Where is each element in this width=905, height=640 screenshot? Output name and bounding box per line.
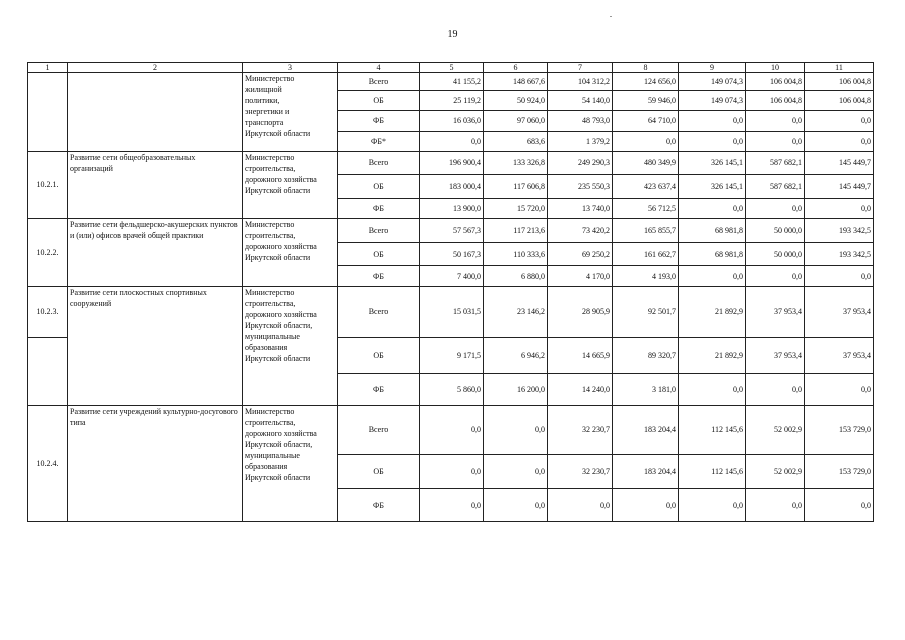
value-cell: 423 637,4 <box>613 174 679 198</box>
page-number: 19 <box>447 29 458 40</box>
item-name <box>68 73 243 151</box>
value-cell: 193 342,5 <box>805 243 874 266</box>
value-cell: 21 892,9 <box>679 286 746 337</box>
item-code: 10.2.1. <box>28 151 68 218</box>
value-cell: 14 240,0 <box>548 374 613 406</box>
funding-source: Всего <box>338 286 420 337</box>
value-cell: 37 953,4 <box>746 337 805 374</box>
item-name: Развитие сети фельдшерско-акушерских пунктов и (или) офисов врачей общей практики <box>68 218 243 286</box>
value-cell: 0,0 <box>679 199 746 218</box>
value-cell: 149 074,3 <box>679 73 746 91</box>
item-name: Развитие сети общеобразовательных организаций <box>68 151 243 218</box>
scan-speck <box>610 16 612 17</box>
value-cell: 117 213,6 <box>484 218 548 242</box>
value-cell: 15 031,5 <box>420 286 484 337</box>
funding-source: ФБ <box>338 489 420 522</box>
value-cell: 0,0 <box>805 110 874 131</box>
value-cell: 133 326,8 <box>484 151 548 174</box>
value-cell: 92 501,7 <box>613 286 679 337</box>
funding-source: ОБ <box>338 174 420 198</box>
value-cell: 104 312,2 <box>548 73 613 91</box>
table-row <box>28 151 874 174</box>
funding-source: Всего <box>338 405 420 454</box>
funding-source: ФБ <box>338 199 420 218</box>
value-cell: 587 682,1 <box>746 151 805 174</box>
value-cell: 153 729,0 <box>805 454 874 489</box>
value-cell: 0,0 <box>746 266 805 286</box>
funding-source: ФБ* <box>338 132 420 151</box>
value-cell: 28 905,9 <box>548 286 613 337</box>
funding-source: Всего <box>338 218 420 242</box>
table-row <box>28 405 874 454</box>
table-body <box>28 63 874 522</box>
value-cell: 69 250,2 <box>548 243 613 266</box>
value-cell: 15 720,0 <box>484 199 548 218</box>
value-cell: 183 204,4 <box>613 405 679 454</box>
item-code-continuation <box>28 337 68 405</box>
value-cell: 106 004,8 <box>746 91 805 110</box>
value-cell: 326 145,1 <box>679 174 746 198</box>
value-cell: 0,0 <box>746 199 805 218</box>
table-row <box>28 286 874 337</box>
value-cell: 149 074,3 <box>679 91 746 110</box>
value-cell: 193 342,5 <box>805 218 874 242</box>
value-cell: 14 665,9 <box>548 337 613 374</box>
value-cell: 0,0 <box>746 489 805 522</box>
value-cell: 37 953,4 <box>805 286 874 337</box>
value-cell: 153 729,0 <box>805 405 874 454</box>
item-name: Развитие сети плоскостных спортивных сооружений <box>68 286 243 405</box>
value-cell: 68 981,8 <box>679 218 746 242</box>
value-cell: 0,0 <box>679 374 746 406</box>
value-cell: 0,0 <box>805 489 874 522</box>
column-number: 9 <box>679 63 746 73</box>
column-number-row <box>28 63 874 73</box>
value-cell: 0,0 <box>746 132 805 151</box>
value-cell: 64 710,0 <box>613 110 679 131</box>
value-cell: 50 924,0 <box>484 91 548 110</box>
value-cell: 106 004,8 <box>805 91 874 110</box>
value-cell: 0,0 <box>484 405 548 454</box>
value-cell: 73 420,2 <box>548 218 613 242</box>
item-executor: Министерство строительства, дорожного хозяйства Иркутской области, муниципальные образования Иркутской области <box>243 286 338 405</box>
value-cell: 0,0 <box>746 374 805 406</box>
value-cell: 0,0 <box>484 454 548 489</box>
value-cell: 50 167,3 <box>420 243 484 266</box>
value-cell: 59 946,0 <box>613 91 679 110</box>
value-cell: 25 119,2 <box>420 91 484 110</box>
column-number: 11 <box>805 63 874 73</box>
value-cell: 165 855,7 <box>613 218 679 242</box>
value-cell: 106 004,8 <box>746 73 805 91</box>
item-code: 10.2.4. <box>28 405 68 521</box>
value-cell: 16 036,0 <box>420 110 484 131</box>
value-cell: 148 667,6 <box>484 73 548 91</box>
value-cell: 480 349,9 <box>613 151 679 174</box>
value-cell: 5 860,0 <box>420 374 484 406</box>
item-code: 10.2.3. <box>28 286 68 337</box>
value-cell: 7 400,0 <box>420 266 484 286</box>
value-cell: 89 320,7 <box>613 337 679 374</box>
value-cell: 37 953,4 <box>746 286 805 337</box>
value-cell: 56 712,5 <box>613 199 679 218</box>
column-number: 10 <box>746 63 805 73</box>
value-cell: 0,0 <box>613 132 679 151</box>
value-cell: 0,0 <box>805 374 874 406</box>
column-number: 3 <box>243 63 338 73</box>
budget-table <box>27 62 874 522</box>
table-row <box>28 218 874 242</box>
value-cell: 0,0 <box>420 489 484 522</box>
value-cell: 13 740,0 <box>548 199 613 218</box>
value-cell: 0,0 <box>805 266 874 286</box>
value-cell: 183 000,4 <box>420 174 484 198</box>
value-cell: 41 155,2 <box>420 73 484 91</box>
value-cell: 0,0 <box>613 489 679 522</box>
value-cell: 587 682,1 <box>746 174 805 198</box>
value-cell: 0,0 <box>805 132 874 151</box>
table-row <box>28 73 874 91</box>
value-cell: 124 656,0 <box>613 73 679 91</box>
value-cell: 57 567,3 <box>420 218 484 242</box>
value-cell: 54 140,0 <box>548 91 613 110</box>
value-cell: 145 449,7 <box>805 151 874 174</box>
item-code: 10.2.2. <box>28 218 68 286</box>
funding-source: Всего <box>338 151 420 174</box>
funding-source: ОБ <box>338 337 420 374</box>
value-cell: 0,0 <box>679 110 746 131</box>
value-cell: 21 892,9 <box>679 337 746 374</box>
value-cell: 9 171,5 <box>420 337 484 374</box>
column-number: 8 <box>613 63 679 73</box>
value-cell: 0,0 <box>679 266 746 286</box>
item-code <box>28 73 68 151</box>
value-cell: 32 230,7 <box>548 454 613 489</box>
value-cell: 32 230,7 <box>548 405 613 454</box>
value-cell: 13 900,0 <box>420 199 484 218</box>
value-cell: 4 193,0 <box>613 266 679 286</box>
value-cell: 0,0 <box>420 132 484 151</box>
funding-source: ФБ <box>338 110 420 131</box>
value-cell: 0,0 <box>420 454 484 489</box>
column-number: 4 <box>338 63 420 73</box>
value-cell: 112 145,6 <box>679 454 746 489</box>
value-cell: 161 662,7 <box>613 243 679 266</box>
value-cell: 0,0 <box>805 199 874 218</box>
value-cell: 48 793,0 <box>548 110 613 131</box>
funding-source: ОБ <box>338 243 420 266</box>
value-cell: 0,0 <box>484 489 548 522</box>
value-cell: 6 880,0 <box>484 266 548 286</box>
value-cell: 0,0 <box>746 110 805 131</box>
value-cell: 110 333,6 <box>484 243 548 266</box>
column-number: 2 <box>68 63 243 73</box>
column-number: 1 <box>28 63 68 73</box>
value-cell: 0,0 <box>679 132 746 151</box>
value-cell: 326 145,1 <box>679 151 746 174</box>
item-executor: Министерство строительства, дорожного хозяйства Иркутской области <box>243 151 338 218</box>
funding-source: ОБ <box>338 91 420 110</box>
value-cell: 68 981,8 <box>679 243 746 266</box>
value-cell: 683,6 <box>484 132 548 151</box>
column-number: 6 <box>484 63 548 73</box>
funding-source: Всего <box>338 73 420 91</box>
value-cell: 106 004,8 <box>805 73 874 91</box>
value-cell: 50 000,0 <box>746 243 805 266</box>
item-executor: Министерство строительства, дорожного хозяйства Иркутской области, муниципальные образования Иркутской области <box>243 405 338 521</box>
value-cell: 6 946,2 <box>484 337 548 374</box>
value-cell: 97 060,0 <box>484 110 548 131</box>
value-cell: 37 953,4 <box>805 337 874 374</box>
value-cell: 196 900,4 <box>420 151 484 174</box>
item-name: Развитие сети учреждений культурно-досугового типа <box>68 405 243 521</box>
value-cell: 52 002,9 <box>746 454 805 489</box>
value-cell: 183 204,4 <box>613 454 679 489</box>
value-cell: 4 170,0 <box>548 266 613 286</box>
value-cell: 0,0 <box>679 489 746 522</box>
value-cell: 23 146,2 <box>484 286 548 337</box>
value-cell: 1 379,2 <box>548 132 613 151</box>
funding-source: ФБ <box>338 374 420 406</box>
item-executor: Министерство жилищной политики, энергетики и транспорта Иркутской области <box>243 73 338 151</box>
value-cell: 235 550,3 <box>548 174 613 198</box>
value-cell: 0,0 <box>420 405 484 454</box>
funding-source: ФБ <box>338 266 420 286</box>
column-number: 5 <box>420 63 484 73</box>
value-cell: 249 290,3 <box>548 151 613 174</box>
funding-source: ОБ <box>338 454 420 489</box>
value-cell: 50 000,0 <box>746 218 805 242</box>
column-number: 7 <box>548 63 613 73</box>
value-cell: 52 002,9 <box>746 405 805 454</box>
value-cell: 117 606,8 <box>484 174 548 198</box>
value-cell: 16 200,0 <box>484 374 548 406</box>
value-cell: 112 145,6 <box>679 405 746 454</box>
item-executor: Министерство строительства, дорожного хозяйства Иркутской области <box>243 218 338 286</box>
value-cell: 3 181,0 <box>613 374 679 406</box>
value-cell: 0,0 <box>548 489 613 522</box>
value-cell: 145 449,7 <box>805 174 874 198</box>
